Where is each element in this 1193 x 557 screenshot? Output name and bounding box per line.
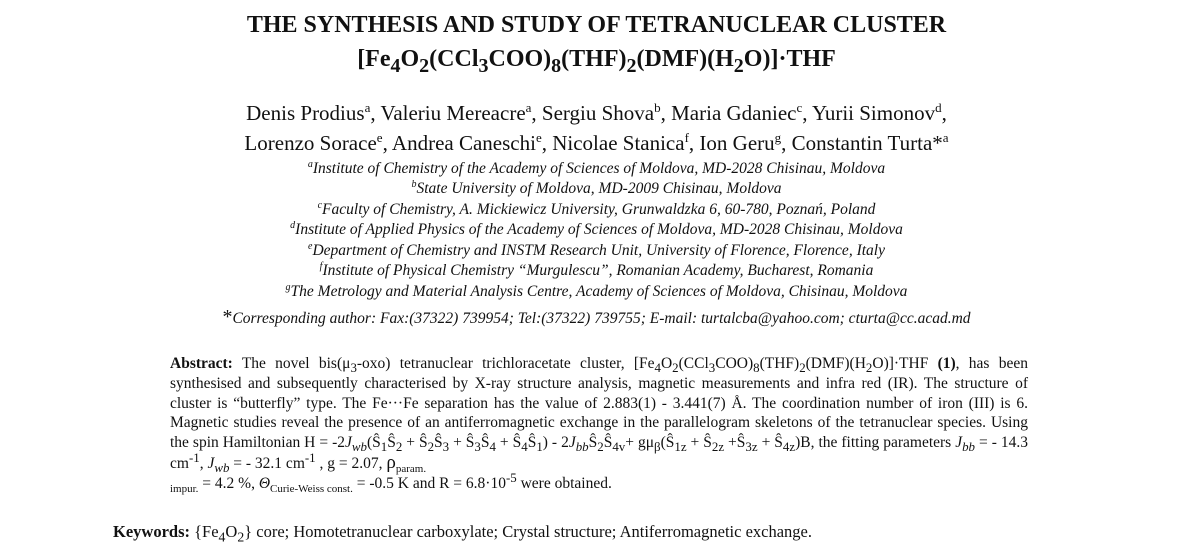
author-affiliation-mark: b bbox=[654, 100, 661, 115]
paper-title-formula: $[Fe_4O_2(CCl_3COO)_8(THF)_2(DMF)(H_2O)]\cdot THF$ bbox=[357, 46, 836, 77]
author-name: Sergiu Shova bbox=[541, 101, 655, 125]
author-affiliation-mark: e bbox=[376, 130, 383, 145]
affiliation-a: $^a$Institute of Chemistry of the Academy of Sciences of Moldova, MD-2028 Chisinau, Moldova bbox=[307, 158, 886, 177]
author-separator: , bbox=[781, 131, 792, 155]
author-affiliation-mark: e bbox=[535, 130, 542, 145]
author-name: Lorenzo Sorace bbox=[244, 131, 377, 155]
author-affiliation-mark: a bbox=[525, 100, 532, 115]
author-affiliation-mark: a bbox=[364, 100, 371, 115]
affiliation-b: $^b$State University of Moldova, MD-2009 Chisinau, Moldova bbox=[411, 178, 782, 197]
affiliation-c: $^c$Faculty of Chemistry, A. Mickiewicz University, Grunwaldzka 6, 60-780, Poznań, Poland bbox=[317, 199, 876, 218]
author-name: Constantin Turta* bbox=[791, 131, 943, 155]
author-name: Nicolae Stanica bbox=[552, 131, 685, 155]
author-affiliation-mark: f bbox=[684, 130, 689, 145]
author-separator: , bbox=[382, 131, 392, 155]
corresponding-author: *Corresponding author: Fax:(37322) 739954; Tel:(37322) 739755; E-mail: turtalcba@yahoo.com; cturta@cc.acad.md bbox=[222, 306, 971, 328]
author-name: Andrea Caneschi bbox=[391, 131, 536, 155]
author-name: Denis Prodius bbox=[246, 101, 365, 125]
author-separator: , bbox=[541, 131, 553, 155]
affiliation-d: $^d$Institute of Applied Physics of the Academy of Sciences of Moldova, MD-2028 Chisinau, Moldova bbox=[290, 219, 903, 238]
author-name: Yurii Simonov bbox=[812, 101, 936, 125]
affiliation-g: $^g$The Metrology and Material Analysis Centre, Academy of Sciences of Moldova, Chisinau, Moldova bbox=[285, 281, 908, 300]
author-separator: , bbox=[370, 101, 381, 125]
keywords: Keywords: $\{Fe_4O_2\}$ core; Homotetranuclear carboxylate; Crystal structure; Antiferromagnetic exchange. bbox=[113, 522, 812, 545]
author-name: Valeriu Mereacre bbox=[380, 101, 526, 125]
abstract: Abstract: The novel $bis(\mu_3-oxo)$ tetranuclear trichloracetate cluster, $[Fe_4O_2(CCl_3COO)_8(THF)_2(DMF)(H_2O)]\cdot THF$ (1), has been synthesised and subsequently characterised by X-ray structure analysis, magnetic measurements and infra red (IR). The structure of cluster is “butterfly” type. The Fe···Fe separation has the value of 2.883(1) - 3.441(7) Å. The coordination number of iron (III) is 6. Magnetic studies reveal the presence of an antiferromagnetic exchange in the parallelogram skeletons of the tetranuclear species. Using the spin Hamiltonian $H = -2J_{wb}(Ŝ_1Ŝ_2$ + $Ŝ_2Ŝ_3$ + $Ŝ_3Ŝ_4$ + $Ŝ_4Ŝ_1$) - $2J_{bb}Ŝ_2Ŝ_{4v}+$ $g\mu_\beta(Ŝ_{1z}$ + $Ŝ_{2z}$ $+Ŝ_{3z}$ + $Ŝ_{4z})B$, the fitting parameters $J_{bb}$ = - 14.3 $cm^{-1}$, $J_{wb}$ = - 32.1 $cm^{-1}$ , g = 2.07, $\rho_{param.}$ $_{impur.}$ = 4.2 %, $\Theta_{Curie-Weiss const.} = -0.5$ K and $R = 6.8\cdot 10^{-5}$ were obtained. bbox=[170, 355, 1028, 495]
author-separator: , bbox=[802, 101, 812, 125]
author-separator: , bbox=[688, 131, 700, 155]
author-affiliation-mark: a bbox=[942, 130, 949, 145]
author-affiliation-mark: d bbox=[935, 100, 942, 115]
author-separator: , bbox=[660, 101, 672, 125]
affiliation-e: $^e$Department of Chemistry and INSTM Research Unit, University of Florence, Florence, Italy bbox=[308, 240, 885, 259]
author-separator: , bbox=[941, 101, 947, 125]
author-name: Ion Geru bbox=[699, 131, 775, 155]
author-separator: , bbox=[531, 101, 542, 125]
author-affiliation-mark: c bbox=[796, 100, 803, 115]
paper-title: THE SYNTHESIS AND STUDY OF TETRANUCLEAR CLUSTER bbox=[246, 12, 947, 38]
affiliation-f: $^f$Institute of Physical Chemistry “Murgulescu”, Romanian Academy, Bucharest, Romania bbox=[319, 260, 874, 279]
author-name: Maria Gdaniec bbox=[671, 101, 797, 125]
author-affiliation-mark: g bbox=[774, 130, 782, 145]
author-list-line-1 bbox=[0, 98, 1193, 128]
author-list-line-2 bbox=[0, 128, 1193, 158]
